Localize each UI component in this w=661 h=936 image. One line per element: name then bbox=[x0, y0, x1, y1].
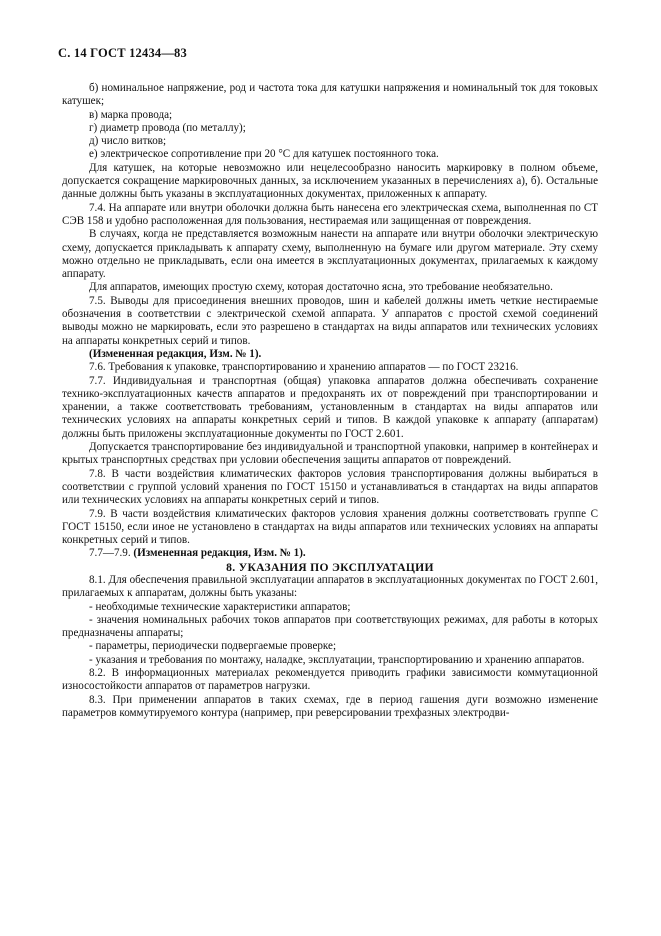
paragraph-7-8: 7.8. В части воздействия климатических факторов условия транспортирования должны выбираться в соответствии с группой условий хранения по ГОСТ 15150 и устанавливаться в стандартах на виды аппаратов или технических условиях на аппараты конкретных серий и типов. bbox=[62, 467, 598, 507]
list-item-checked-params: - параметры, периодически подвергаемые проверке; bbox=[89, 640, 337, 653]
paragraph-item-b: б) номинальное напряжение, род и частота тока для катушки напряжения и номинальный ток для токовых катушек; bbox=[62, 82, 598, 108]
amendment-note-7-5: (Измененная редакция, Изм. № 1). bbox=[89, 347, 262, 360]
document-body bbox=[62, 82, 598, 720]
paragraph-7-7: 7.7. Индивидуальная и транспортная (общая) упаковка аппаратов должна обеспечивать сохранение технико-эксплуатационных качеств аппаратов и предохранять их от повреждений при транспортировании и хранении, а также соответствовать требованиям, установленным в стандартах на виды аппаратов или технических условиях на аппараты конкретных серий и типов. В каждой упаковке к аппарату (аппаратам) должны быть приложены эксплуатационные документы по ГОСТ 2.601. bbox=[62, 374, 598, 440]
paragraph-8-3: 8.3. При применении аппаратов в таких схемах, где в период гашения дуги возможно изменение параметров коммутируемого контура (например, при реверсировании трехфазных электродви- bbox=[62, 693, 598, 719]
paragraph-7-4: 7.4. На аппарате или внутри оболочки должна быть нанесена его электрическая схема, выполненная по СТ СЭВ 158 и удобно расположенная для пользования, нестираемая или защищенная от повреждения. bbox=[62, 201, 598, 227]
paragraph-item-d: д) число витков; bbox=[89, 135, 167, 148]
paragraph-8-2: 8.2. В информационных материалах рекомендуется приводить графики зависимости коммутационной износостойкости аппаратов от параметров нагрузки. bbox=[62, 667, 598, 693]
section-heading: 8. УКАЗАНИЯ ПО ЭКСПЛУАТАЦИИ bbox=[226, 560, 434, 574]
paragraph-7-9: 7.9. В части воздействия климатических факторов условия хранения должны соответствовать группе С ГОСТ 15150, если иное не установлено в стандартах на виды аппаратов или технических условиях на аппараты конкретных серий и типов. bbox=[62, 507, 598, 547]
paragraph-item-g: г) диаметр провода (по металлу); bbox=[89, 121, 246, 134]
paragraph-7-4-schema-paper: В случаях, когда не представляется возможным нанести на аппарате или внутри оболочки электрическую схему, допускается прикладывать к аппарату схему, выполненную на бумаге или другом материале. Эту схему можно отдельно не прикладывать, если она имеется в эксплуатационных документах, прилагаемых к каждому аппарату. bbox=[62, 228, 598, 281]
amendment-prefix: 7.7—7.9. bbox=[89, 547, 134, 560]
paragraph-item-e: е) электрическое сопротивление при 20 °С для катушек постоянного тока. bbox=[89, 148, 439, 161]
paragraph-7-7-no-packing: Допускается транспортирование без индивидуальной и транспортной упаковки, например в контейнерах и крытых транспортных средствах при условии обеспечения защиты аппаратов от повреждений. bbox=[62, 441, 598, 467]
paragraph-7-5: 7.5. Выводы для присоединения внешних проводов, шин и кабелей должны иметь четкие нестираемые обозначения в соответствии с электрической схемой аппарата. У аппаратов с простой схемой соединений выводы можно не маркировать, если это разрешено в стандартах на виды аппаратов или технических условиях на аппараты конкретных серий и типов. bbox=[62, 294, 598, 347]
paragraph-coils-marking: Для катушек, на которые невозможно или нецелесообразно наносить маркировку в полном объеме, допускается сокращение маркировочных данных, за исключением указанных в перечислениях а), б). Остальные данные должны быть указаны в эксплуатационных документах, приложенных к аппарату. bbox=[62, 161, 598, 201]
paragraph-7-4-simple-schema: Для аппаратов, имеющих простую схему, которая достаточно ясна, это требование необязательно. bbox=[89, 281, 553, 294]
paragraph-8-1: 8.1. Для обеспечения правильной эксплуатации аппаратов в эксплуатационных документах по ГОСТ 2.601, прилагаемых к аппаратам, должны быть указаны: bbox=[62, 573, 598, 600]
amendment-bold: (Измененная редакция, Изм. № 1). bbox=[133, 547, 306, 560]
list-item-rated-currents: - значения номинальных рабочих токов аппаратов при соответствующих режимах, для работы в которых предназначены аппараты; bbox=[62, 613, 598, 640]
page-header: С. 14 ГОСТ 12434—83 bbox=[58, 46, 187, 60]
paragraph-7-6: 7.6. Требования к упаковке, транспортированию и хранению аппаратов — по ГОСТ 23216. bbox=[89, 361, 519, 374]
paragraph-item-v: в) марка провода; bbox=[89, 108, 173, 121]
list-item-instructions: - указания и требования по монтажу, наладке, эксплуатации, транспортированию и хранению аппаратов. bbox=[89, 653, 585, 666]
amendment-note-7-7-7-9 bbox=[62, 547, 598, 560]
list-item-characteristics: - необходимые технические характеристики аппаратов; bbox=[89, 600, 351, 613]
